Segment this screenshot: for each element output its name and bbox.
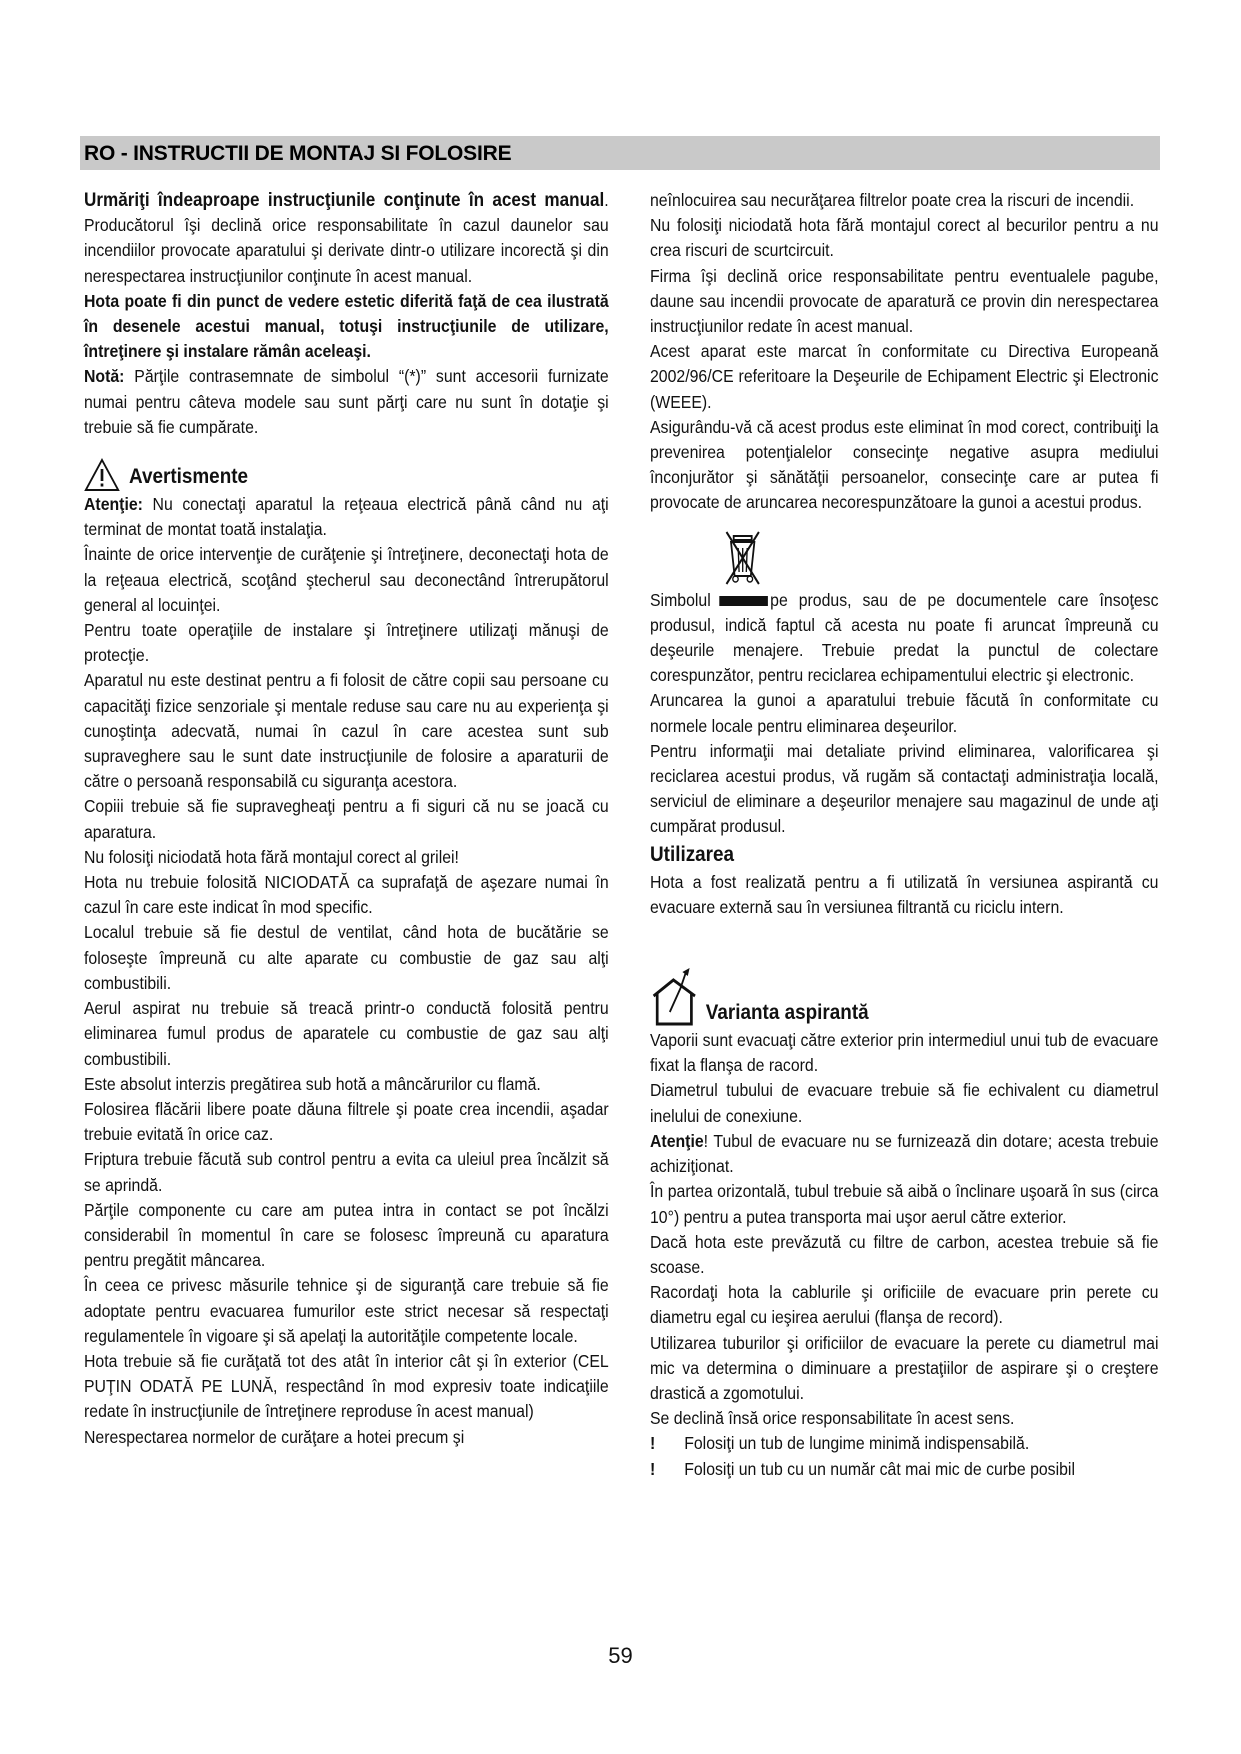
intro-bold: Urmăriţi îndeaproape instrucţiunile conţinute în acest manual bbox=[84, 190, 605, 211]
warning-paragraph: Este absolut interzis pregătirea sub hotă a mâncărurilor cu flamă. bbox=[84, 1073, 541, 1094]
right-paragraph: Racordaţi hota la cablurile şi orificiile de evacuare prin perete cu diametru egal cu ieşirea aerului (flanşa de record). bbox=[650, 1282, 1159, 1328]
warning-triangle-icon bbox=[84, 458, 120, 492]
atentie-label: Atenţie: bbox=[84, 494, 143, 515]
bullet-mark: ! bbox=[650, 1458, 656, 1479]
atentie-paragraph bbox=[84, 492, 609, 542]
utilizarea-heading: Utilizarea bbox=[650, 842, 735, 866]
intro-rest: . Producătorul îşi declină orice responsabilitate în cazul daunelor sau incendiilor provocate aparatului şi derivate dintr-o utilizare incorectă şi din nerespectarea instrucţiunilor conţinute în acest manual. bbox=[84, 190, 609, 286]
warning-paragraph: Înainte de orice intervenţie de curăţenie şi întreţinere, deconectaţi hota de la reţeaua electrică, scoţând ştecherul sau deconectând întrerupătorul general al locuinţei. bbox=[84, 544, 609, 615]
design-note-paragraph: Hota poate fi din punct de vedere estetic diferită faţă de cea ilustrată în desenele acestui manual, totuşi instrucţiunile de utilizare, întreţinere şi instalare rămân aceleaşi. bbox=[84, 290, 609, 362]
intro-paragraph bbox=[84, 188, 609, 289]
simbol-paragraph bbox=[650, 588, 1159, 689]
varianta-heading: Varianta aspirantă bbox=[705, 1001, 869, 1025]
atentie-paragraph bbox=[650, 1129, 1159, 1179]
atentie-text: Nu conectaţi aparatul la reţeaua electrică până când nu aţi terminat de montat toată instalaţia. bbox=[84, 494, 609, 540]
bullet-text: Folosiţi un tub de lungime minimă indispensabilă. bbox=[684, 1433, 1030, 1454]
simbol-rest: pe produs, sau de pe documentele care însoţesc produsul, indică faptul că acesta nu poate fi aruncat împreună cu deşeurile menajere. Trebuie predat la punctul de colectare corespunzător, pentru reciclarea echipamentului electric şi electronic. bbox=[650, 589, 1159, 686]
right-paragraph: Dacă hota este prevăzută cu filtre de carbon, acestea trebuie să fie scoase. bbox=[650, 1231, 1159, 1277]
right-paragraph: Se declină însă orice responsabilitate în acest sens. bbox=[650, 1408, 1015, 1429]
right-column bbox=[650, 188, 1159, 1482]
header-bar bbox=[80, 136, 1160, 170]
nota-paragraph bbox=[84, 364, 609, 440]
right-paragraph: Vaporii sunt evacuaţi către exterior prin intermediul unui tub de evacuare fixat la flanşa de racord. bbox=[650, 1030, 1159, 1076]
warnings-heading-row bbox=[84, 454, 609, 492]
warning-paragraph: Localul trebuie să fie destul de ventilat, când hota de bucătărie se foloseşte împreună cu alte aparate cu combustie de gaz sau alţi combustibili. bbox=[84, 922, 609, 993]
right-paragraph: Firma îşi declină orice responsabilitate pentru eventualele pagube, daune sau incendii provocate de aparatură ce provin din nerespectarea instrucţiunilor redate în acest manual. bbox=[650, 265, 1159, 337]
right-paragraph: Acest aparat este marcat în conformitate cu Directiva Europeană 2002/96/CE referitoare la Deşeurile de Echipament Electric şi Electronic (WEEE). bbox=[650, 341, 1159, 412]
atentie-label: Atenţie bbox=[650, 1130, 704, 1151]
right-paragraph: Asigurându-vă că acest produs este eliminat în mod corect, contribuiţi la prevenirea potenţialelor consecinţe negative asupra mediului înconjurător şi sănătăţii persoanelor, consecinţe care ar putea fi provocate de aruncarea necorespunzătoare la gunoi a acestui produs. bbox=[650, 416, 1159, 513]
right-paragraph: În partea orizontală, tubul trebuie să aibă o înclinare uşoară în sus (circa 10°) pentru a putea transporta mai uşor aerul către exterior. bbox=[650, 1181, 1159, 1227]
right-paragraph: Pentru informaţii mai detaliate privind eliminarea, valorificarea şi reciclarea acestui produs, vă rugăm să contactaţi administraţia locală, serviciul de eliminare a deşeurilor menajere sau magazinul de unde aţi cumpărat produsul. bbox=[650, 740, 1159, 837]
right-paragraph: Nu folosiţi niciodată hota fără montajul corect al becurilor pentru a nu crea riscuri de scurtcircuit. bbox=[650, 215, 1159, 261]
right-paragraph: Diametrul tubului de evacuare trebuie să fie echivalent cu diametrul inelului de conexiune. bbox=[650, 1080, 1159, 1126]
bullet-item bbox=[650, 1431, 1159, 1456]
bullet-item bbox=[650, 1457, 1159, 1482]
warning-paragraph: Aparatul nu este destinat pentru a fi folosit de către copii sau persoane cu capacităţi fizice senzoriale şi mentale reduse sau care nu au experienţa şi cunoştinţa adecvată, numai în cazul în care acestea sunt sub supraveghere sau le sunt date instrucţiunile de folosire a aparaturii de către o persoană responsabilă cu siguranţa acestora. bbox=[84, 670, 609, 792]
varianta-heading-row bbox=[650, 966, 1159, 1028]
simbol-start: Simbolul bbox=[650, 589, 711, 610]
utilizarea-paragraph: Hota a fost realizată pentru a fi utilizată în versiunea aspirantă cu evacuare externă sau în versiunea filtrantă cu riciclu intern. bbox=[650, 871, 1159, 917]
nota-label: Notă: bbox=[84, 366, 125, 387]
right-paragraph: Utilizarea tuburilor şi orificiilor de evacuare la perete cu diametrul mai mic va determina o diminuare a prestaţiilor de aspirare şi o creştere drastică a zgomotului. bbox=[650, 1332, 1159, 1403]
page-title: RO - INSTRUCTII DE MONTAJ SI FOLOSIRE bbox=[84, 142, 512, 165]
warning-paragraph: Hota trebuie să fie curăţată tot des atât în interior cât şi în exterior (CEL PUŢIN ODATĂ PE LUNĂ, respectând în mod expresiv toate indicaţiile redate în instrucţiunile de întreţinere reproduse în acest manual) bbox=[84, 1350, 609, 1422]
warning-paragraph: Nerespectarea normelor de curăţare a hotei precum şi bbox=[84, 1426, 465, 1447]
nota-text: Părţile contrasemnate de simbolul “(*)” sunt accesorii furnizate numai pentru câteva modele sau sunt părţi care nu sunt în dotaţie şi trebuie să fie cumpărate. bbox=[84, 366, 609, 437]
right-paragraph: neînlocuirea sau necurăţarea filtrelor poate crea la riscuri de incendii. bbox=[650, 190, 1135, 210]
bullet-text: Folosiţi un tub cu un număr cât mai mic de curbe posibil bbox=[684, 1458, 1075, 1479]
black-bar-symbol-icon bbox=[720, 596, 769, 606]
weee-crossed-bin-icon bbox=[723, 528, 763, 588]
warning-paragraph: Părţile componente cu care am putea intra in contact se pot încălzi considerabil în momentul în care se folosesc împreună cu aparatura pentru pregătit mâncarea. bbox=[84, 1199, 609, 1271]
warning-paragraph: În ceea ce privesc măsurile tehnice şi de siguranţă care trebuie să fie adoptate pentru evacuarea fumurilor este strict necesar să respectaţi regulamentele în vigoare şi să apelaţi la autorităţile competente locale. bbox=[84, 1275, 609, 1346]
warning-paragraph: Friptura trebuie făcută sub control pentru a evita ca uleiul prea încălzit să se aprindă. bbox=[84, 1149, 609, 1195]
warning-paragraph: Hota nu trebuie folosită NICIODATĂ ca suprafaţă de aşezare numai în cazul în care este indicat în mod specific. bbox=[84, 872, 609, 918]
house-exhaust-icon bbox=[650, 966, 700, 1028]
left-column bbox=[84, 188, 609, 1450]
warning-paragraph: Pentru toate operaţiile de instalare şi întreţinere utilizaţi mănuşi de protecţie. bbox=[84, 620, 609, 666]
warning-paragraph: Nu folosiţi niciodată hota fără montajul corect al grilei! bbox=[84, 846, 459, 867]
bullet-mark: ! bbox=[650, 1433, 656, 1454]
atentie-text: ! Tubul de evacuare nu se furnizează din dotare; acesta trebuie achiziţionat. bbox=[650, 1130, 1159, 1177]
warning-paragraph: Aerul aspirat nu trebuie să treacă printr-o conductă folosită pentru eliminarea fumul produs de aparatele cu combustie de gaz sau alţi combustibili. bbox=[84, 998, 609, 1069]
warnings-heading: Avertismente bbox=[129, 465, 249, 489]
warning-paragraph: Copiii trebuie să fie supravegheaţi pentru a fi siguri că nu se joacă cu aparatura. bbox=[84, 796, 609, 842]
right-paragraph: Aruncarea la gunoi a aparatului trebuie făcută în conformitate cu normele locale pentru eliminarea deşeurilor. bbox=[650, 690, 1159, 736]
page-number: 59 bbox=[608, 1643, 633, 1668]
warning-paragraph: Folosirea flăcării libere poate dăuna filtrele şi poate crea incendii, aşadar trebuie evitată în orice caz. bbox=[84, 1098, 609, 1145]
